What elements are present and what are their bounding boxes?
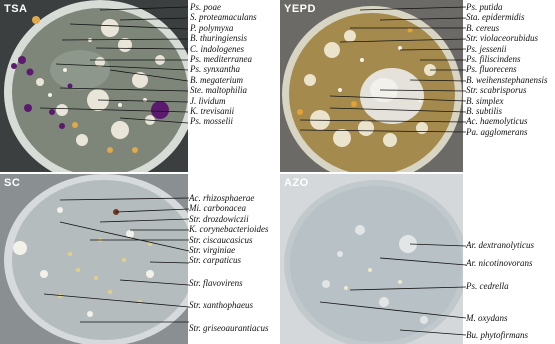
organism-label: J. lividum — [190, 95, 226, 106]
organism-label: Ps. fluorecens — [466, 64, 517, 75]
organism-label: Ac. haemolyticus — [466, 116, 528, 127]
organism-label: Ps. synxantha — [190, 64, 240, 75]
organism-label: Bu. phytofirmans — [466, 329, 528, 340]
organism-label: Ps. cedrella — [466, 280, 509, 291]
organism-label: B. weihenstephanensis — [466, 74, 548, 85]
organism-label: B. cereus — [466, 22, 500, 33]
organism-label: K. trevisanii — [190, 105, 235, 116]
organism-label: Ste. maltophilia — [190, 85, 247, 96]
organism-label: Ps. filiscindens — [466, 53, 521, 64]
azo-organism-labels — [466, 210, 534, 340]
organism-label: B. megaterium — [190, 74, 243, 85]
organism-label: Str. carpaticus — [189, 255, 242, 266]
organism-label: Str. violaceorubidus — [466, 33, 538, 44]
organism-label: Str. flavovirens — [189, 277, 243, 288]
organism-label: Ps. jessenii — [466, 43, 507, 54]
organism-label: Str. griseoaurantiacus — [189, 322, 269, 333]
organism-label: Str. xanthophaeus — [189, 300, 253, 311]
azo-plate-panel — [280, 174, 463, 344]
organism-label: Str. ciscaucasicus — [189, 234, 253, 245]
organism-label: B. thuringiensis — [190, 33, 248, 44]
yepd-organism-labels — [466, 2, 548, 137]
organism-label: Pa. agglomerans — [466, 126, 528, 137]
organism-label: Ps. putida — [466, 2, 503, 12]
organism-label: Mi. carbonacea — [189, 203, 246, 214]
organism-label: Ar. dextranolyticus — [466, 240, 534, 250]
sc-organism-labels — [189, 193, 269, 333]
organism-label: B. simplex — [466, 95, 504, 106]
organism-label: S. proteamaculans — [190, 12, 257, 23]
azo-panel-label: AZO — [284, 177, 309, 189]
tsa-panel-label: TSA — [4, 3, 28, 15]
organism-label: Ac. rhizosphaerae — [189, 193, 255, 203]
organism-label: Ps. mediterranea — [190, 53, 252, 64]
organism-label: B. subtilis — [466, 105, 503, 116]
organism-label: K. corynebacterioides — [189, 224, 269, 235]
organism-label: Str. scabrisporus — [466, 85, 527, 96]
organism-label: Sta. epidermidis — [466, 12, 525, 23]
yepd-plate-panel — [280, 0, 463, 172]
organism-label: M. oxydans — [466, 313, 508, 324]
organism-label: Str. drozdowiczii — [189, 213, 249, 224]
tsa-plate-photo — [0, 0, 188, 172]
yepd-panel-label: YEPD — [284, 3, 316, 15]
sc-plate-photo — [0, 174, 188, 344]
organism-label: P. polymyxa — [190, 22, 234, 33]
azo-plate-photo — [280, 174, 463, 344]
organism-label: Ar. nicotinovorans — [466, 258, 533, 269]
organism-label: Ps. mosselii — [190, 116, 234, 127]
sc-plate-panel — [0, 174, 188, 344]
organism-label: Str. virginiae — [189, 244, 236, 255]
tsa-plate-panel — [0, 0, 188, 172]
sc-panel-label: SC — [4, 177, 21, 189]
organism-label: C. indologenes — [190, 43, 244, 54]
yepd-plate-photo — [280, 0, 463, 172]
organism-label: Ps. poae — [190, 2, 221, 12]
tsa-organism-labels — [190, 2, 257, 127]
